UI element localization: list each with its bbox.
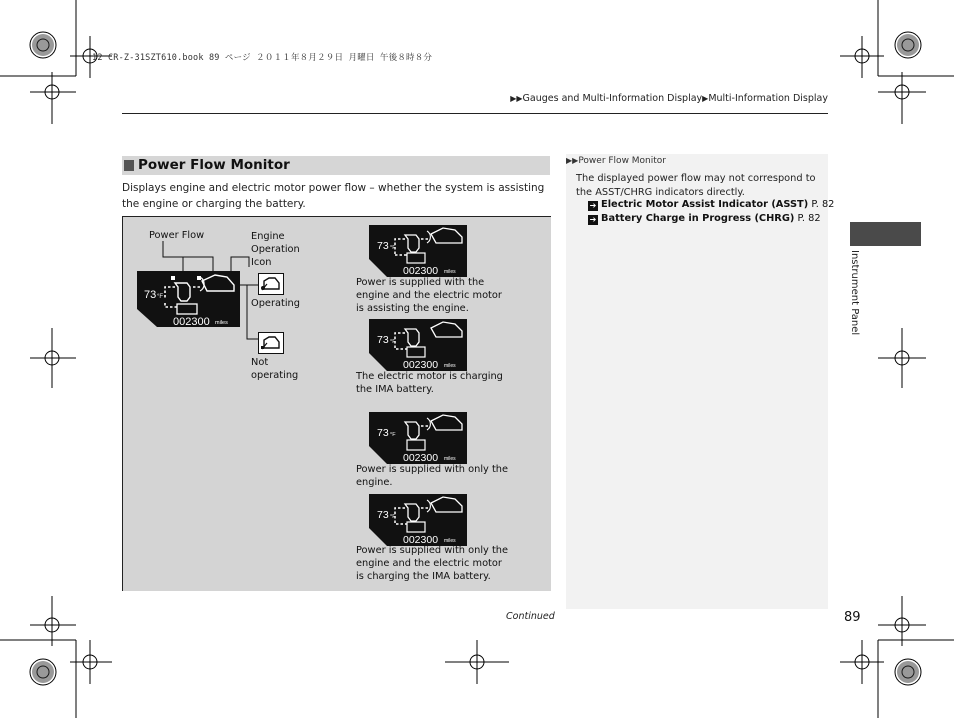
display-assist-temp: 73 [377, 240, 389, 252]
sidebar-heading [566, 156, 666, 166]
label-not-operating: Not operating [251, 357, 299, 381]
caption-charging: The electric motor is charging the IMA battery. [356, 371, 503, 395]
main-power-flow-display [137, 271, 240, 327]
sidebar-note [566, 154, 835, 609]
caption-engine-charging: Power is supplied with only the engine and the electric motor is charging the IMA battery. [356, 545, 509, 582]
display-engine-temp: 73 [377, 427, 389, 439]
ref-chrg-page: P. 82 [797, 213, 821, 224]
page-number: 89 [844, 610, 861, 625]
label-power-flow: Power Flow [149, 230, 205, 241]
display-state-engine-charging [369, 494, 467, 546]
display-charging-temp-unit: °F [390, 339, 396, 345]
breadcrumb-gauges[interactable]: Gauges and Multi-Information Display [522, 93, 703, 104]
ref-asst-link[interactable] [588, 199, 834, 211]
ref-chrg-link[interactable] [588, 213, 821, 225]
breadcrumb-arrow: ▶▶ [510, 94, 523, 103]
label-operating: Operating [251, 298, 300, 309]
main-display-temp-unit: °F [157, 294, 164, 300]
display-charging-odo-unit: miles [444, 363, 456, 369]
breadcrumb-mid[interactable]: Multi-Information Display [708, 93, 828, 104]
section-intro: Displays engine and electric motor power flow – whether the system is assisting the engine or charging the battery. [122, 182, 545, 210]
display-engine-temp-unit: °F [390, 432, 396, 438]
main-display-odo: 002300 [173, 316, 210, 327]
display-engchg-temp-unit: °F [390, 514, 396, 520]
display-state-charging [369, 319, 467, 371]
breadcrumb-arrow-2: ▶ [702, 94, 709, 103]
ref-asst-page: P. 82 [811, 199, 835, 210]
breadcrumb [510, 93, 828, 104]
display-engchg-temp: 73 [377, 509, 389, 521]
sidebar-paragraph: The displayed power flow may not correspond to the ASST/CHRG indicators directly. [576, 173, 816, 198]
display-charging-temp: 73 [377, 334, 389, 346]
display-state-assist [369, 225, 467, 277]
display-engchg-odo-unit: miles [444, 538, 456, 544]
section-title: Power Flow Monitor [138, 157, 290, 173]
sidebar-heading-text: Power Flow Monitor [578, 156, 667, 166]
header-rule [122, 113, 828, 114]
label-engine-icon: Engine Operation Icon [251, 231, 300, 268]
ref-asst-label: Electric Motor Assist Indicator (ASST) [601, 199, 809, 210]
caption-assist: Power is supplied with the engine and the electric motor is assisting the engine. [356, 277, 502, 314]
power-flow-figure [122, 216, 551, 591]
display-assist-odo: 002300 [403, 265, 439, 277]
ref-arrow-icon: ➔ [589, 215, 597, 224]
side-tab-label [848, 250, 862, 340]
display-engine-odo: 002300 [403, 452, 439, 464]
section-square-icon [124, 160, 134, 171]
print-header: 12 CR-Z-31SZT610.book 89 ページ ２０１１年８月２９日 月曜日 午後８時８分 [92, 53, 433, 63]
section-heading [122, 156, 550, 175]
display-assist-odo-unit: miles [444, 269, 456, 275]
caption-engine-only: Power is supplied with only the engine. [356, 464, 509, 488]
main-display-odo-unit: miles [215, 320, 228, 326]
ref-chrg-label: Battery Charge in Progress (CHRG) [601, 213, 795, 224]
ref-arrow-icon: ➔ [589, 201, 597, 210]
display-state-engine-only [369, 412, 467, 464]
sidebar-heading-arrow: ▶▶ [566, 156, 579, 165]
continued-label: Continued [506, 611, 555, 622]
side-tab-text: Instrument Panel [849, 250, 860, 336]
display-assist-temp-unit: °F [390, 245, 396, 251]
main-display-temp: 73 [144, 289, 157, 301]
display-engine-odo-unit: miles [444, 456, 456, 462]
display-engchg-odo: 002300 [403, 534, 439, 546]
engine-not-operating-icon [258, 332, 284, 354]
display-charging-odo: 002300 [403, 359, 439, 371]
engine-operating-icon [258, 273, 284, 295]
side-tab-marker [850, 222, 921, 246]
